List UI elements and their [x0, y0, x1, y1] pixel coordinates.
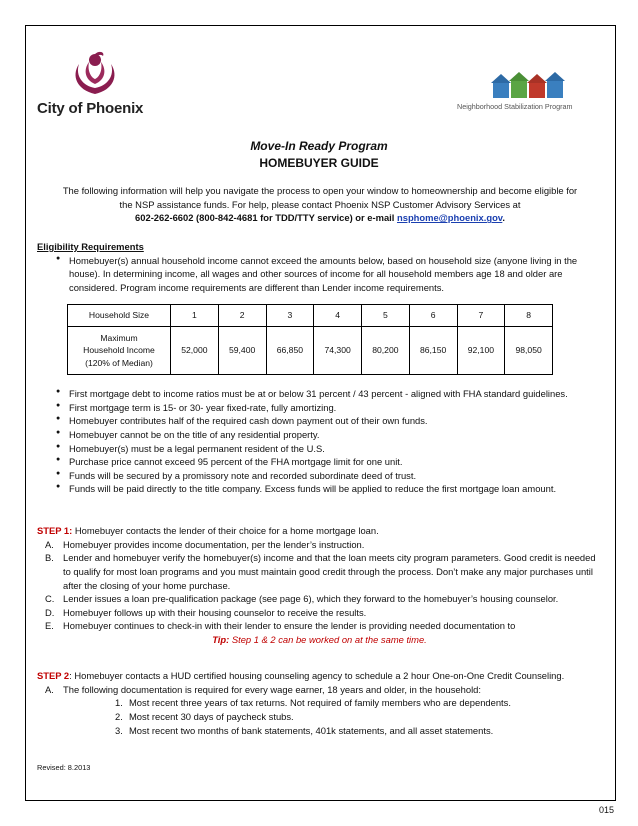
page-number: 015 — [598, 805, 614, 815]
list-item — [37, 724, 602, 738]
tip-text: Step 1 & 2 can be worked on at the same time. — [231, 634, 427, 645]
list-item: ● Homebuyer(s) must be a legal permanent resident of the U.S. — [37, 442, 602, 456]
table-cell: 98,050 — [505, 327, 553, 375]
step1-label: STEP 1: — [37, 525, 73, 536]
houses-icon — [491, 72, 567, 100]
table-cell: 59,400 — [218, 327, 266, 375]
table-cell: 4 — [314, 305, 362, 327]
revision-note: Revised: 8.2013 — [37, 763, 91, 772]
table-cell: 86,150 — [409, 327, 457, 375]
table-cell: 2 — [218, 305, 266, 327]
item-text: Most recent two months of bank statements, 401k statements, and all asset statements. — [129, 724, 494, 736]
program-title: Move-In Ready Program — [250, 139, 388, 153]
intro-text: The following information will help you navigate the process to open your window to homeownership and become eligible for the NSP assistance funds. For help, please contact Phoenix NSP Customer Advisory Services at — [62, 185, 578, 210]
step1-section — [37, 524, 602, 647]
step2-line — [37, 669, 602, 683]
intro-paragraph — [60, 184, 580, 225]
list-item: ● First mortgage term is 15- or 30- year fixed-rate, fully amortizing. — [37, 401, 602, 415]
tip-note — [37, 633, 602, 647]
row-label-line: Maximum — [100, 332, 138, 343]
table-cell: 5 — [362, 305, 410, 327]
list-item — [37, 696, 602, 710]
list-item: ● Funds will be paid directly to the title company. Excess funds will be applied to reduce the first mortgage loan amount. — [37, 482, 602, 496]
item-key: 3. — [115, 724, 123, 736]
step2-label: STEP 2 — [37, 670, 70, 681]
table-row — [68, 327, 553, 375]
list-item: ● Homebuyer(s) annual household income cannot exceed the amounts below, based on household size (anyone living in the house). In determining income, all wages and other sources of income for all household members age 18 and older are considered. Program income requirements are different than Lender income requirements. — [37, 254, 602, 295]
item-key: A. — [45, 683, 54, 695]
list-item — [37, 619, 602, 633]
item-text: Homebuyer provides income documentation, per the lender’s instruction. — [63, 538, 365, 550]
table-row — [68, 305, 553, 327]
intro-end: . — [502, 212, 505, 224]
row-label-line: (120% of Median) — [85, 357, 153, 368]
step2-section — [37, 669, 602, 737]
table-cell: 7 — [457, 305, 505, 327]
row-label-line: Household Income — [83, 345, 155, 356]
list-item — [37, 606, 602, 620]
table-cell: 74,300 — [314, 327, 362, 375]
requirements-list — [37, 387, 602, 496]
contact-phone: 602-262-6602 (800-842-4681 for TDD/TTY service) or e-mail — [135, 212, 395, 224]
item-text: Homebuyer continues to check-in with their lender to ensure the lender is providing needed documentation to — [63, 620, 516, 632]
list-item: ● Funds will be secured by a promissory note and recorded subordinate deed of trust. — [37, 469, 602, 483]
table-cell: 80,200 — [362, 327, 410, 375]
item-key: 1. — [115, 697, 123, 709]
table-cell: 1 — [171, 305, 219, 327]
item-key: A. — [45, 538, 54, 550]
item-key: 2. — [115, 710, 123, 722]
item-text: Lender and homebuyer verify the homebuyer(s) income and that the loan meets city program parameters. Good credit is needed to qualify for most loan programs and you must maintain good credit through the process. Don’t make any major purchases until after the closing of your home purchase. — [63, 552, 596, 591]
list-item: ● First mortgage debt to income ratios must be at or below 31 percent / 43 percent - aligned with FHA standard guidelines. — [37, 387, 602, 401]
list-item — [37, 538, 602, 552]
item-text: Most recent three years of tax returns. Not required of family members who are dependents. — [129, 697, 511, 709]
list-item — [37, 710, 602, 724]
phoenix-logo-text: City of Phoenix — [37, 100, 144, 117]
step1-text: Homebuyer contacts the lender of their choice for a home mortgage loan. — [74, 525, 379, 536]
list-item: ● Homebuyer contributes half of the required cash down payment out of their own funds. — [37, 414, 602, 428]
list-item: ● Purchase price cannot exceed 95 percent of the FHA mortgage limit for one unit. — [37, 455, 602, 469]
table-header-cell: Household Size — [68, 305, 171, 327]
step1-line — [37, 524, 602, 538]
table-cell: 3 — [266, 305, 314, 327]
nsp-logo — [457, 72, 597, 122]
list-item — [37, 592, 602, 606]
eligibility-section — [37, 240, 602, 295]
table-cell: 6 — [409, 305, 457, 327]
item-text: Most recent 30 days of paycheck stubs. — [129, 710, 294, 722]
item-key: B. — [45, 552, 54, 564]
city-of-phoenix-logo — [37, 50, 157, 122]
item-key: E. — [45, 620, 54, 632]
table-header-cell — [68, 327, 171, 375]
nsp-logo-text: Neighborhood Stabilization Program — [457, 102, 573, 111]
step2-text: : Homebuyer contacts a HUD certified housing counseling agency to schedule a 2 hour One-on-One Credit Counseling. — [69, 670, 565, 681]
table-cell: 66,850 — [266, 327, 314, 375]
item-key: C. — [45, 593, 55, 605]
table-cell: 52,000 — [171, 327, 219, 375]
item-text: The following documentation is required for every wage earner, 18 years and older, in the household: — [63, 683, 481, 695]
phoenix-bird-icon — [65, 50, 125, 98]
item-text: Lender issues a loan pre-qualification package (see page 6), which they forward to the homebuyer’s housing counselor. — [63, 593, 559, 605]
guide-title: HOMEBUYER GUIDE — [259, 156, 379, 170]
income-limits-table — [67, 304, 553, 375]
eligibility-heading: Eligibility Requirements — [37, 241, 144, 252]
list-item — [37, 683, 602, 697]
item-key: D. — [45, 606, 55, 618]
list-item — [37, 551, 602, 592]
tip-label: Tip: — [212, 634, 230, 645]
list-item: ● Homebuyer cannot be on the title of any residential property. — [37, 428, 602, 442]
contact-email-link[interactable]: nsphome@phoenix.gov — [397, 212, 503, 224]
table-cell: 8 — [505, 305, 553, 327]
table-cell: 92,100 — [457, 327, 505, 375]
item-text: Homebuyer follows up with their housing counselor to receive the results. — [63, 606, 367, 618]
